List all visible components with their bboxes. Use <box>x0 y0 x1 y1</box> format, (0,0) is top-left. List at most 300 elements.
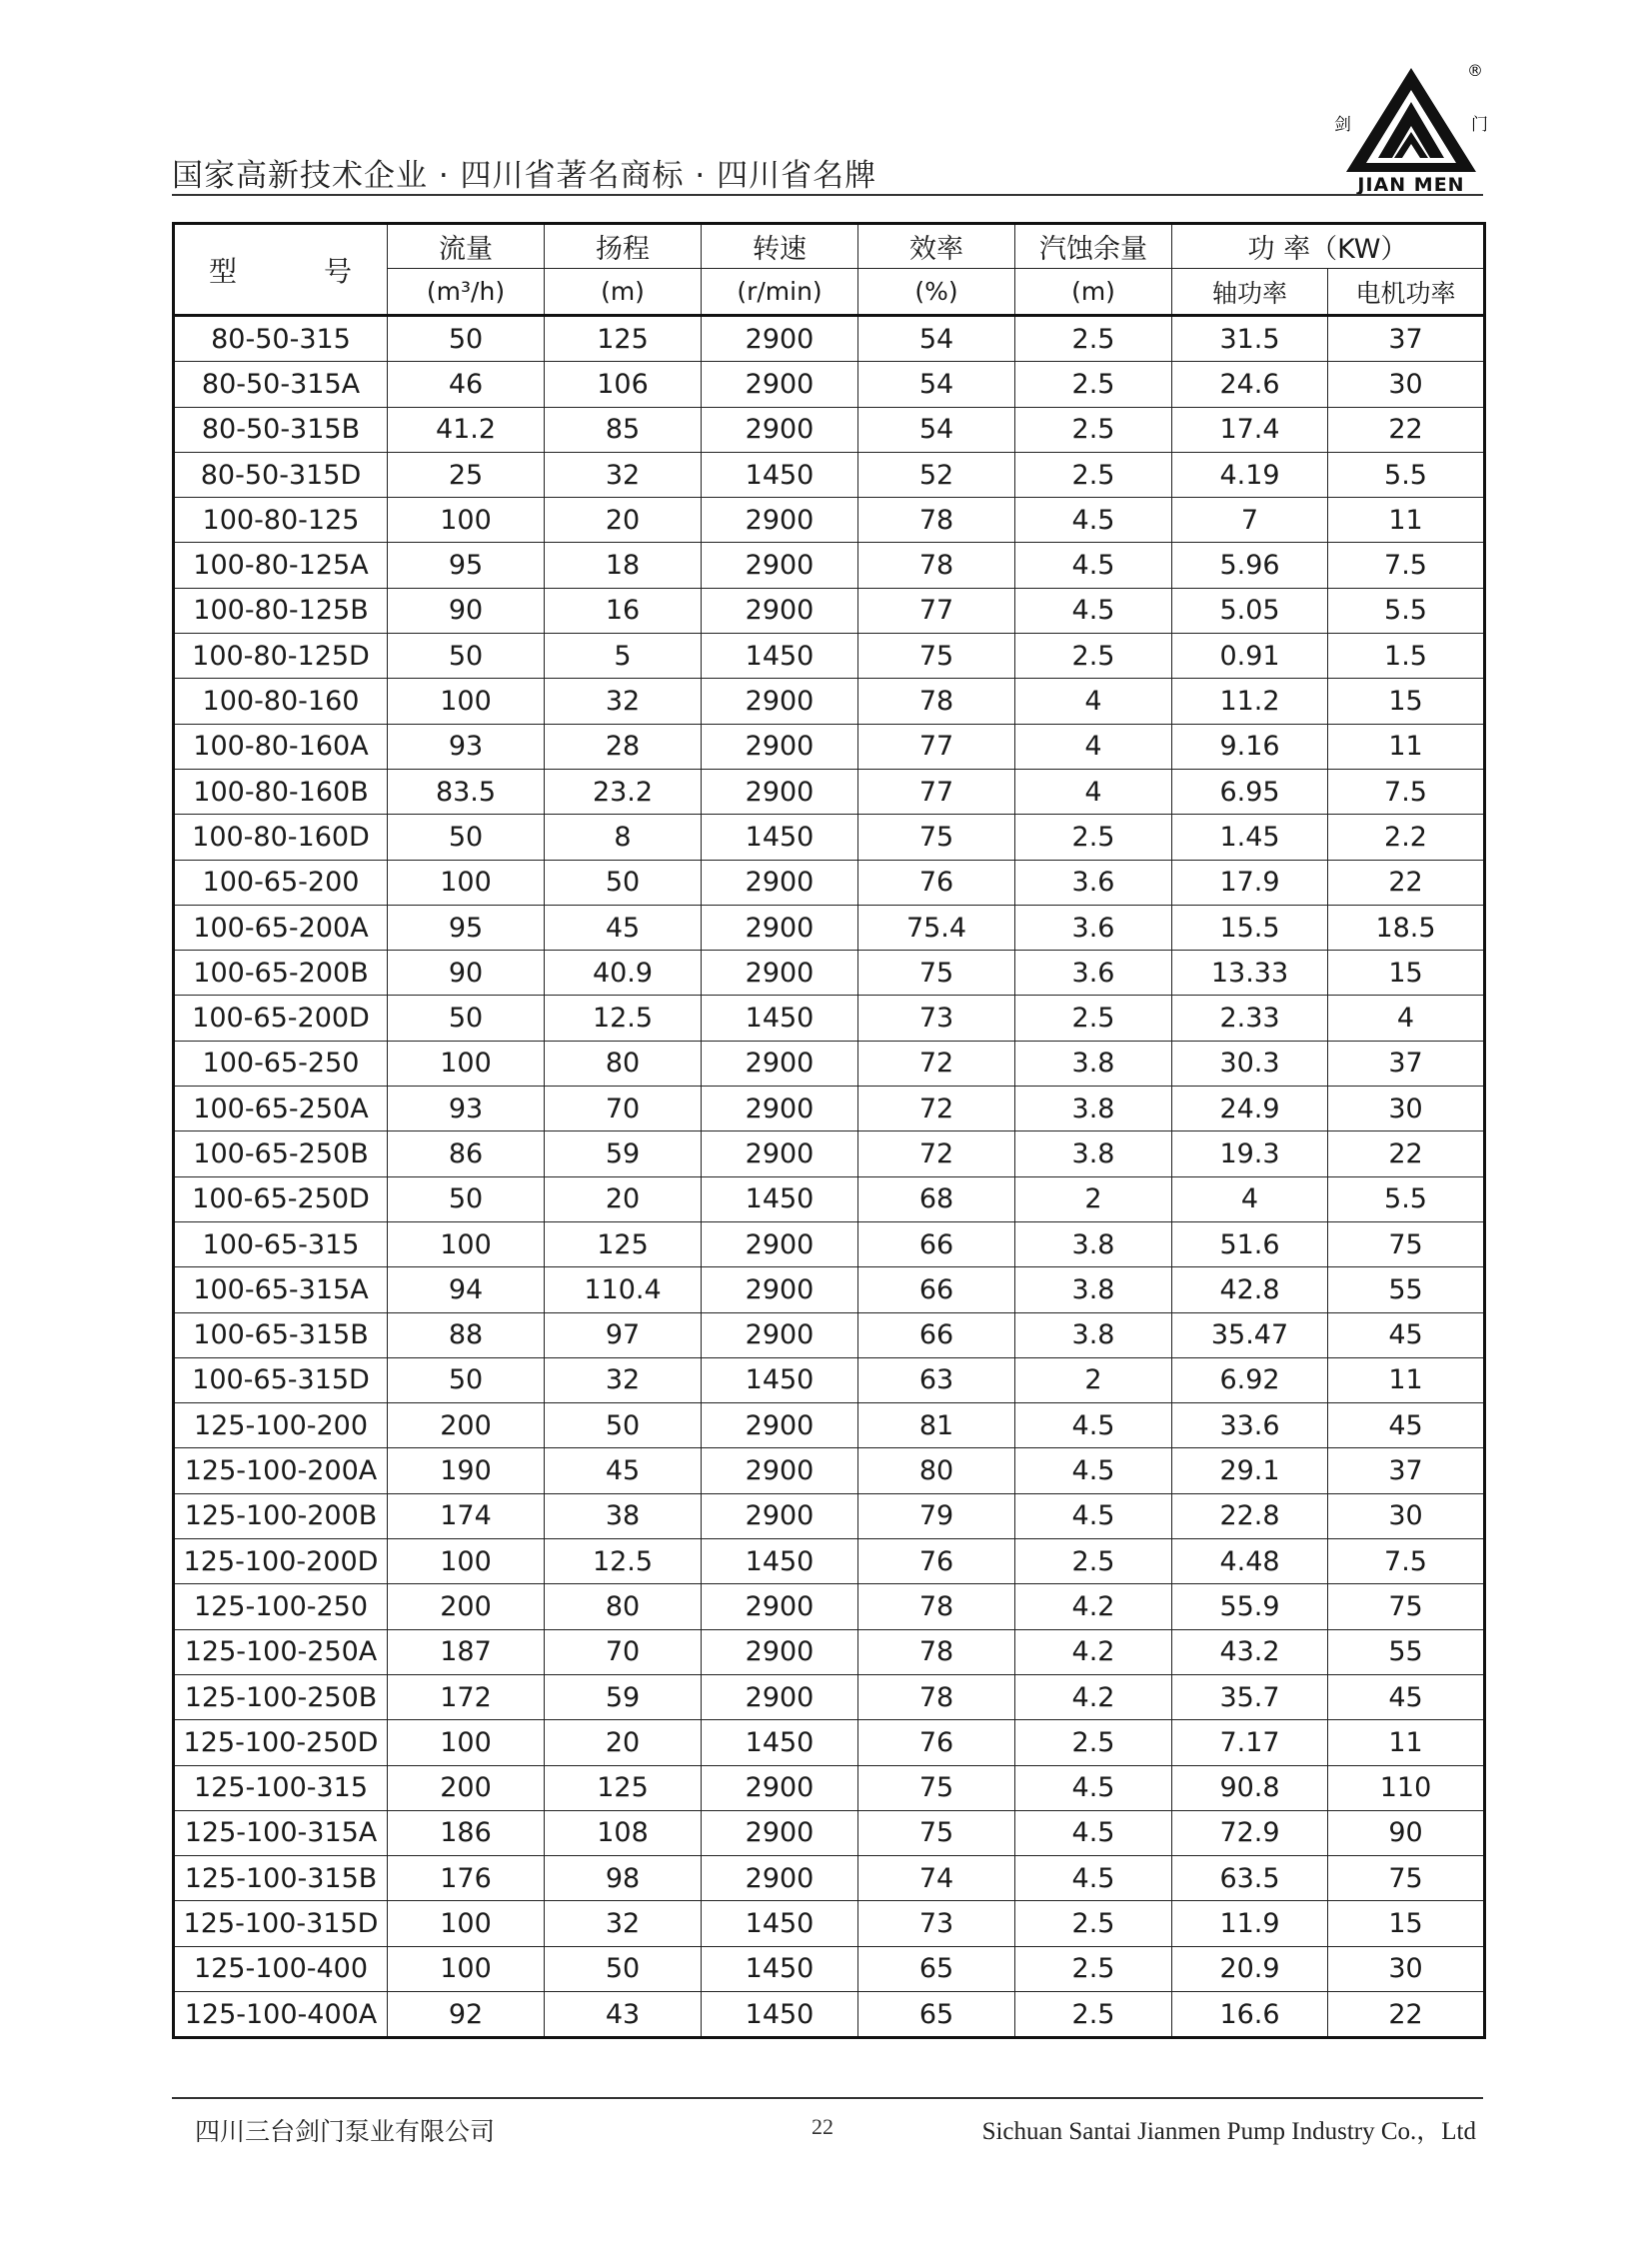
footer-company-cn: 四川三台剑门泵业有限公司 <box>195 2117 496 2146</box>
table-row <box>174 1357 1485 1402</box>
head-cell: 18 <box>545 543 702 588</box>
shaft-power-cell: 33.6 <box>1172 1403 1328 1448</box>
head-cell: 23.2 <box>545 769 702 814</box>
table-row <box>174 543 1485 588</box>
speed-cell: 2900 <box>702 362 858 407</box>
efficiency-cell: 66 <box>858 1312 1015 1357</box>
speed-cell: 2900 <box>702 1087 858 1131</box>
efficiency-cell: 72 <box>858 1087 1015 1131</box>
table-row <box>174 1131 1485 1176</box>
flow-cell: 50 <box>388 316 545 362</box>
efficiency-cell: 81 <box>858 1403 1015 1448</box>
speed-cell: 2900 <box>702 1810 858 1855</box>
npsh-cell: 2.5 <box>1015 996 1172 1041</box>
shaft-power-cell: 6.95 <box>1172 769 1328 814</box>
header-divider <box>172 194 1483 196</box>
efficiency-cell: 78 <box>858 498 1015 543</box>
flow-header: 流量 <box>388 224 545 269</box>
model-cell: 100-65-200A <box>174 905 388 950</box>
flow-cell: 50 <box>388 634 545 679</box>
speed-cell: 2900 <box>702 769 858 814</box>
speed-cell: 2900 <box>702 407 858 452</box>
motor-power-cell: 45 <box>1328 1312 1485 1357</box>
head-cell: 5 <box>545 634 702 679</box>
table-row <box>174 1539 1485 1584</box>
head-cell: 20 <box>545 498 702 543</box>
table-row <box>174 407 1485 452</box>
model-cell: 125-100-250B <box>174 1674 388 1719</box>
speed-cell: 1450 <box>702 452 858 497</box>
efficiency-cell: 72 <box>858 1041 1015 1086</box>
head-cell: 59 <box>545 1131 702 1176</box>
flow-cell: 90 <box>388 951 545 996</box>
table-row <box>174 1584 1485 1629</box>
npsh-cell: 4.5 <box>1015 1765 1172 1810</box>
shaft-power-cell: 5.05 <box>1172 588 1328 633</box>
motor-power-cell: 37 <box>1328 1041 1485 1086</box>
efficiency-cell: 79 <box>858 1493 1015 1538</box>
logo-brand-text: JIAN MEN <box>1357 174 1465 195</box>
npsh-cell: 2.5 <box>1015 316 1172 362</box>
model-cell: 100-80-160D <box>174 815 388 860</box>
model-cell: 125-100-250A <box>174 1629 388 1674</box>
shaft-power-cell: 20.9 <box>1172 1946 1328 1991</box>
efficiency-cell: 63 <box>858 1357 1015 1402</box>
table-row <box>174 1765 1485 1810</box>
efficiency-cell: 75 <box>858 951 1015 996</box>
speed-cell: 2900 <box>702 1856 858 1901</box>
efficiency-cell: 78 <box>858 1674 1015 1719</box>
shaft-power-cell: 29.1 <box>1172 1448 1328 1493</box>
model-cell: 100-80-125D <box>174 634 388 679</box>
npsh-cell: 4.5 <box>1015 498 1172 543</box>
model-cell: 80-50-315D <box>174 452 388 497</box>
flow-cell: 100 <box>388 860 545 905</box>
table-row <box>174 316 1485 362</box>
head-cell: 106 <box>545 362 702 407</box>
npsh-header: 汽蚀余量 <box>1015 224 1172 269</box>
shaft-power-cell: 2.33 <box>1172 996 1328 1041</box>
motor-power-cell: 11 <box>1328 724 1485 769</box>
efficiency-cell: 72 <box>858 1131 1015 1176</box>
logo-right-char: 门 <box>1471 115 1488 135</box>
table-row <box>174 679 1485 724</box>
speed-cell: 2900 <box>702 1041 858 1086</box>
speed-header: 转速 <box>702 224 858 269</box>
shaft-power-cell: 9.16 <box>1172 724 1328 769</box>
flow-cell: 93 <box>388 1087 545 1131</box>
efficiency-cell: 78 <box>858 679 1015 724</box>
model-cell: 100-80-125B <box>174 588 388 633</box>
table-row <box>174 1810 1485 1855</box>
table-row <box>174 1312 1485 1357</box>
shaft-power-cell: 31.5 <box>1172 316 1328 362</box>
head-cell: 32 <box>545 452 702 497</box>
shaft-power-cell: 35.47 <box>1172 1312 1328 1357</box>
motor-power-cell: 22 <box>1328 1991 1485 2037</box>
flow-cell: 186 <box>388 1810 545 1855</box>
shaft-power-cell: 90.8 <box>1172 1765 1328 1810</box>
npsh-cell: 4 <box>1015 679 1172 724</box>
shaft-power-cell: 63.5 <box>1172 1856 1328 1901</box>
table-row <box>174 905 1485 950</box>
efficiency-cell: 75 <box>858 1765 1015 1810</box>
speed-cell: 1450 <box>702 996 858 1041</box>
shaft-power-cell: 17.4 <box>1172 407 1328 452</box>
table-body <box>174 316 1485 2038</box>
model-cell: 100-65-315 <box>174 1221 388 1266</box>
head-cell: 38 <box>545 1493 702 1538</box>
motor-power-cell: 11 <box>1328 1357 1485 1402</box>
motor-power-cell: 110 <box>1328 1765 1485 1810</box>
efficiency-cell: 74 <box>858 1856 1015 1901</box>
model-cell: 100-80-160 <box>174 679 388 724</box>
table-row <box>174 724 1485 769</box>
speed-cell: 2900 <box>702 951 858 996</box>
flow-cell: 50 <box>388 1357 545 1402</box>
npsh-cell: 4.5 <box>1015 1403 1172 1448</box>
head-cell: 32 <box>545 1357 702 1402</box>
efficiency-cell: 78 <box>858 1584 1015 1629</box>
table-row <box>174 1674 1485 1719</box>
efficiency-cell: 54 <box>858 407 1015 452</box>
flow-cell: 94 <box>388 1267 545 1312</box>
model-cell: 100-65-250B <box>174 1131 388 1176</box>
flow-cell: 100 <box>388 1221 545 1266</box>
npsh-cell: 4.5 <box>1015 543 1172 588</box>
efficiency-cell: 75 <box>858 815 1015 860</box>
speed-cell: 1450 <box>702 1946 858 1991</box>
speed-cell: 1450 <box>702 1357 858 1402</box>
table-row <box>174 362 1485 407</box>
speed-cell: 2900 <box>702 724 858 769</box>
speed-unit: (r/min) <box>702 269 858 316</box>
motor-power-cell: 7.5 <box>1328 543 1485 588</box>
efficiency-cell: 65 <box>858 1946 1015 1991</box>
npsh-cell: 2.5 <box>1015 1539 1172 1584</box>
flow-cell: 174 <box>388 1493 545 1538</box>
head-cell: 45 <box>545 905 702 950</box>
shaft-power-cell: 19.3 <box>1172 1131 1328 1176</box>
flow-cell: 41.2 <box>388 407 545 452</box>
speed-cell: 1450 <box>702 1539 858 1584</box>
motor-power-cell: 37 <box>1328 316 1485 362</box>
motor-power-cell: 30 <box>1328 1493 1485 1538</box>
head-cell: 20 <box>545 1176 702 1221</box>
shaft-power-cell: 17.9 <box>1172 860 1328 905</box>
model-cell: 100-80-125 <box>174 498 388 543</box>
flow-cell: 93 <box>388 724 545 769</box>
model-cell: 100-65-200 <box>174 860 388 905</box>
model-cell: 100-80-160B <box>174 769 388 814</box>
npsh-cell: 3.8 <box>1015 1312 1172 1357</box>
flow-cell: 95 <box>388 543 545 588</box>
npsh-cell: 3.6 <box>1015 860 1172 905</box>
npsh-cell: 4.5 <box>1015 1448 1172 1493</box>
speed-cell: 1450 <box>702 1991 858 2037</box>
table-row <box>174 1448 1485 1493</box>
npsh-cell: 2.5 <box>1015 407 1172 452</box>
model-cell: 100-80-160A <box>174 724 388 769</box>
motor-power-cell: 30 <box>1328 1087 1485 1131</box>
model-cell: 80-50-315A <box>174 362 388 407</box>
table-row <box>174 452 1485 497</box>
motor-power-cell: 18.5 <box>1328 905 1485 950</box>
head-cell: 110.4 <box>545 1267 702 1312</box>
motor-power-cell: 5.5 <box>1328 452 1485 497</box>
efficiency-cell: 76 <box>858 1720 1015 1765</box>
shaft-power-cell: 24.9 <box>1172 1087 1328 1131</box>
flow-cell: 50 <box>388 996 545 1041</box>
flow-cell: 50 <box>388 1176 545 1221</box>
model-cell: 125-100-315 <box>174 1765 388 1810</box>
npsh-cell: 2.5 <box>1015 1991 1172 2037</box>
npsh-cell: 4.5 <box>1015 1856 1172 1901</box>
head-cell: 80 <box>545 1041 702 1086</box>
efficiency-cell: 77 <box>858 588 1015 633</box>
motor-power-cell: 30 <box>1328 1946 1485 1991</box>
flow-cell: 100 <box>388 498 545 543</box>
motor-power-cell: 75 <box>1328 1584 1485 1629</box>
efficiency-cell: 78 <box>858 1629 1015 1674</box>
head-cell: 80 <box>545 1584 702 1629</box>
head-unit: (m) <box>545 269 702 316</box>
speed-cell: 2900 <box>702 543 858 588</box>
flow-cell: 46 <box>388 362 545 407</box>
speed-cell: 2900 <box>702 1267 858 1312</box>
model-header: 型 号 <box>174 224 388 316</box>
efficiency-unit: (%) <box>858 269 1015 316</box>
model-cell: 125-100-250D <box>174 1720 388 1765</box>
head-cell: 32 <box>545 679 702 724</box>
shaft-power-cell: 4.19 <box>1172 452 1328 497</box>
speed-cell: 2900 <box>702 679 858 724</box>
motor-power-cell: 2.2 <box>1328 815 1485 860</box>
flow-cell: 86 <box>388 1131 545 1176</box>
head-cell: 125 <box>545 1765 702 1810</box>
npsh-cell: 3.8 <box>1015 1131 1172 1176</box>
motor-power-cell: 7.5 <box>1328 1539 1485 1584</box>
head-cell: 20 <box>545 1720 702 1765</box>
npsh-cell: 2.5 <box>1015 815 1172 860</box>
efficiency-cell: 76 <box>858 860 1015 905</box>
motor-power-cell: 55 <box>1328 1267 1485 1312</box>
npsh-cell: 3.8 <box>1015 1221 1172 1266</box>
npsh-cell: 3.6 <box>1015 951 1172 996</box>
efficiency-cell: 65 <box>858 1991 1015 2037</box>
speed-cell: 1450 <box>702 1720 858 1765</box>
flow-cell: 100 <box>388 1946 545 1991</box>
shaft-power-cell: 4 <box>1172 1176 1328 1221</box>
efficiency-header: 效率 <box>858 224 1015 269</box>
speed-cell: 2900 <box>702 1674 858 1719</box>
head-cell: 98 <box>545 1856 702 1901</box>
table-row <box>174 1720 1485 1765</box>
model-cell: 125-100-315D <box>174 1901 388 1946</box>
motor-power-cell: 55 <box>1328 1629 1485 1674</box>
model-cell: 100-65-315A <box>174 1267 388 1312</box>
npsh-cell: 2 <box>1015 1357 1172 1402</box>
logo-left-char: 剑 <box>1334 115 1351 135</box>
flow-cell: 172 <box>388 1674 545 1719</box>
model-cell: 100-80-125A <box>174 543 388 588</box>
shaft-power-cell: 72.9 <box>1172 1810 1328 1855</box>
table-row <box>174 1041 1485 1086</box>
head-cell: 45 <box>545 1448 702 1493</box>
motor-power-cell: 75 <box>1328 1221 1485 1266</box>
flow-cell: 92 <box>388 1991 545 2037</box>
motor-power-cell: 22 <box>1328 860 1485 905</box>
model-cell: 125-100-315B <box>174 1856 388 1901</box>
head-cell: 32 <box>545 1901 702 1946</box>
speed-cell: 2900 <box>702 860 858 905</box>
shaft-power-cell: 0.91 <box>1172 634 1328 679</box>
npsh-cell: 4 <box>1015 724 1172 769</box>
motor-power-cell: 22 <box>1328 1131 1485 1176</box>
head-cell: 70 <box>545 1629 702 1674</box>
shaft-power-cell: 11.9 <box>1172 1901 1328 1946</box>
shaft-power-cell: 42.8 <box>1172 1267 1328 1312</box>
efficiency-cell: 75 <box>858 634 1015 679</box>
model-cell: 100-65-250D <box>174 1176 388 1221</box>
table-row <box>174 1176 1485 1221</box>
npsh-cell: 3.8 <box>1015 1087 1172 1131</box>
efficiency-cell: 77 <box>858 724 1015 769</box>
speed-cell: 2900 <box>702 1765 858 1810</box>
model-cell: 100-65-250A <box>174 1087 388 1131</box>
efficiency-cell: 66 <box>858 1267 1015 1312</box>
npsh-cell: 3.6 <box>1015 905 1172 950</box>
npsh-unit: (m) <box>1015 269 1172 316</box>
speed-cell: 2900 <box>702 498 858 543</box>
npsh-cell: 2 <box>1015 1176 1172 1221</box>
model-cell: 100-65-200B <box>174 951 388 996</box>
flow-cell: 100 <box>388 679 545 724</box>
shaft-power-cell: 5.96 <box>1172 543 1328 588</box>
table-row <box>174 634 1485 679</box>
npsh-cell: 2.5 <box>1015 362 1172 407</box>
table-row <box>174 860 1485 905</box>
npsh-cell: 2.5 <box>1015 634 1172 679</box>
head-cell: 125 <box>545 316 702 362</box>
model-cell: 125-100-400A <box>174 1991 388 2037</box>
efficiency-cell: 76 <box>858 1539 1015 1584</box>
npsh-cell: 4.2 <box>1015 1674 1172 1719</box>
head-cell: 43 <box>545 1991 702 2037</box>
flow-cell: 83.5 <box>388 769 545 814</box>
shaft-power-cell: 1.45 <box>1172 815 1328 860</box>
efficiency-cell: 54 <box>858 316 1015 362</box>
speed-cell: 1450 <box>702 1176 858 1221</box>
shaft-power-cell: 6.92 <box>1172 1357 1328 1402</box>
npsh-cell: 3.8 <box>1015 1041 1172 1086</box>
efficiency-cell: 75 <box>858 1810 1015 1855</box>
efficiency-cell: 52 <box>858 452 1015 497</box>
flow-cell: 50 <box>388 815 545 860</box>
speed-cell: 2900 <box>702 316 858 362</box>
head-cell: 108 <box>545 1810 702 1855</box>
flow-cell: 190 <box>388 1448 545 1493</box>
table-row <box>174 1946 1485 1991</box>
table-row <box>174 1991 1485 2037</box>
flow-cell: 88 <box>388 1312 545 1357</box>
head-cell: 40.9 <box>545 951 702 996</box>
npsh-cell: 2.5 <box>1015 1720 1172 1765</box>
head-cell: 70 <box>545 1087 702 1131</box>
motor-power-cell: 45 <box>1328 1403 1485 1448</box>
shaft-power-cell: 43.2 <box>1172 1629 1328 1674</box>
table-row <box>174 498 1485 543</box>
table-row <box>174 769 1485 814</box>
motor-power-cell: 1.5 <box>1328 634 1485 679</box>
model-cell: 80-50-315 <box>174 316 388 362</box>
npsh-cell: 4 <box>1015 769 1172 814</box>
efficiency-cell: 78 <box>858 543 1015 588</box>
shaft-power-cell: 16.6 <box>1172 1991 1328 2037</box>
power-header: 功 率（KW） <box>1172 224 1485 269</box>
flow-cell: 100 <box>388 1539 545 1584</box>
shaft-power-cell: 55.9 <box>1172 1584 1328 1629</box>
model-cell: 100-65-200D <box>174 996 388 1041</box>
table-row <box>174 1221 1485 1266</box>
page-number: 22 <box>812 2114 833 2139</box>
shaft-power-cell: 35.7 <box>1172 1674 1328 1719</box>
model-cell: 100-65-315D <box>174 1357 388 1402</box>
npsh-cell: 4.5 <box>1015 588 1172 633</box>
flow-cell: 100 <box>388 1720 545 1765</box>
flow-cell: 176 <box>388 1856 545 1901</box>
motor-power-cell: 5.5 <box>1328 1176 1485 1221</box>
efficiency-cell: 54 <box>858 362 1015 407</box>
table-row <box>174 1901 1485 1946</box>
speed-cell: 1450 <box>702 815 858 860</box>
npsh-cell: 2.5 <box>1015 452 1172 497</box>
motor-power-cell: 4 <box>1328 996 1485 1041</box>
table-row <box>174 1403 1485 1448</box>
model-cell: 125-100-200D <box>174 1539 388 1584</box>
table-row <box>174 1087 1485 1131</box>
speed-cell: 2900 <box>702 1221 858 1266</box>
model-cell: 100-65-250 <box>174 1041 388 1086</box>
npsh-cell: 2.5 <box>1015 1946 1172 1991</box>
head-cell: 85 <box>545 407 702 452</box>
table-row <box>174 1493 1485 1538</box>
motor-power-cell: 45 <box>1328 1674 1485 1719</box>
speed-cell: 1450 <box>702 634 858 679</box>
efficiency-cell: 73 <box>858 996 1015 1041</box>
motor-power-cell: 15 <box>1328 679 1485 724</box>
model-cell: 100-65-315B <box>174 1312 388 1357</box>
efficiency-cell: 73 <box>858 1901 1015 1946</box>
model-cell: 125-100-200A <box>174 1448 388 1493</box>
flow-cell: 100 <box>388 1041 545 1086</box>
motor-power-cell: 37 <box>1328 1448 1485 1493</box>
shaft-power-cell: 24.6 <box>1172 362 1328 407</box>
motor-power-cell: 5.5 <box>1328 588 1485 633</box>
npsh-cell: 4.2 <box>1015 1584 1172 1629</box>
npsh-cell: 3.8 <box>1015 1267 1172 1312</box>
motor-power-cell: 11 <box>1328 1720 1485 1765</box>
head-cell: 12.5 <box>545 1539 702 1584</box>
speed-cell: 2900 <box>702 1312 858 1357</box>
speed-cell: 2900 <box>702 588 858 633</box>
table-row <box>174 996 1485 1041</box>
npsh-cell: 4.5 <box>1015 1493 1172 1538</box>
shaft-power-cell: 51.6 <box>1172 1221 1328 1266</box>
npsh-cell: 4.2 <box>1015 1629 1172 1674</box>
flow-cell: 90 <box>388 588 545 633</box>
table-row <box>174 1856 1485 1901</box>
